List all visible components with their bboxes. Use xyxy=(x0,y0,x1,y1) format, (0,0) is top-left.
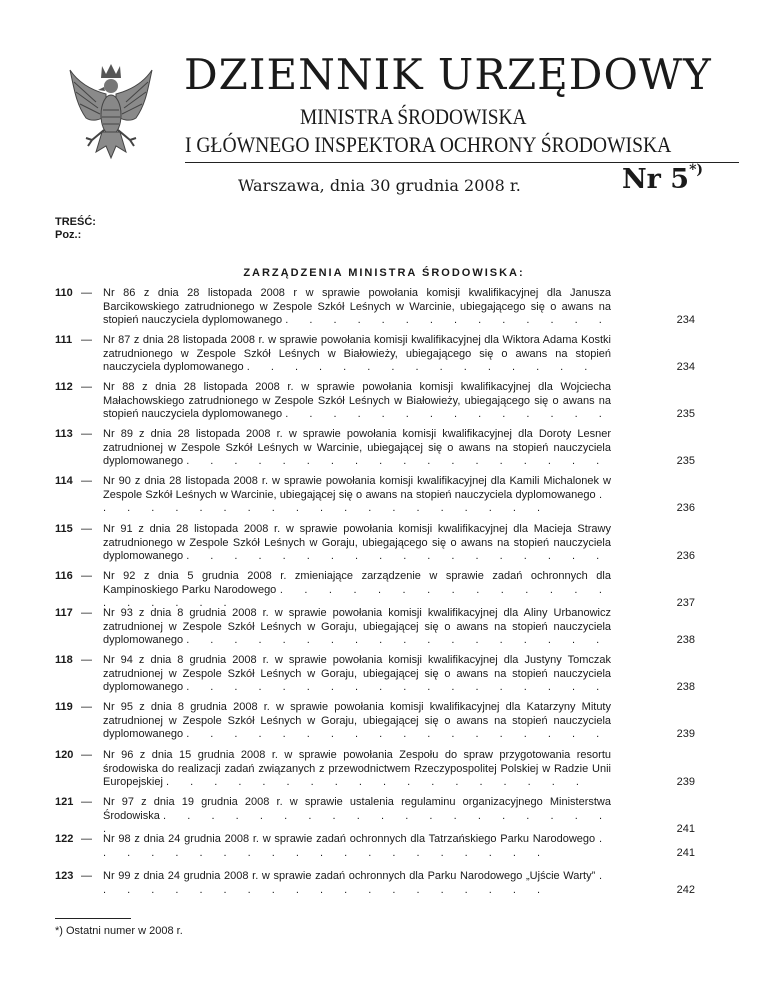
toc-entry-leader-dots: . . . . . . . . . . . . . . xyxy=(285,314,611,327)
toc-entry-page: 235 xyxy=(676,408,695,421)
toc-entry-leader-dots: . . . . . . . . . . . . . . . . . . . . xyxy=(103,870,611,896)
toc-entry-page: 239 xyxy=(676,776,695,789)
toc-entry xyxy=(55,654,715,695)
toc-entry-leader-dots: . . . . . . . . . . . . . . . . . . . . xyxy=(103,833,611,859)
toc-entry-text: Nr 86 z dnia 28 listopada 2008 r w sprawie powołania komisji kwalifikacyjnej dla Janusza Barcikowskiego zatrudnionego w Zespole Szkół Leśnych w Warcinie, ubiegającego się o awans na stopień nauczyciela dyplomowanego xyxy=(103,287,611,327)
publication-subtitle-line1: MINISTRA ŚRODOWISKA xyxy=(300,104,527,129)
toc-entry xyxy=(55,796,715,837)
toc-entry-leader-dots: . . . . . . . . . . . . . . . . . . xyxy=(165,776,588,789)
footnote: *) Ostatni numer w 2008 r. xyxy=(55,925,183,937)
toc-entry xyxy=(55,428,715,469)
position-label: Poz.: xyxy=(55,229,82,241)
toc-entry-leader-dots: . . . . . . . . . . . . . . . . . . . . xyxy=(103,488,611,515)
publication-subtitle-line2: I GŁÓWNEGO INSPEKTORA OCHRONY ŚRODOWISKA xyxy=(185,132,672,157)
toc-entry xyxy=(55,287,715,328)
toc-entry xyxy=(55,607,715,648)
toc-entry-leader-dots: . . . . . . . . . . . . . . . . . . xyxy=(186,455,609,468)
toc-entry xyxy=(55,334,715,375)
toc-entry-text-block xyxy=(103,870,611,897)
toc-entry-position: 120 xyxy=(55,749,74,761)
toc-entry-dash: — xyxy=(81,796,92,808)
toc-entry-dash: — xyxy=(81,607,92,619)
toc-entry-dash: — xyxy=(81,381,92,393)
toc-entry-position: 123 xyxy=(55,870,74,882)
toc-entry-text: Nr 94 z dnia 8 grudnia 2008 r. w sprawie powołania komisji kwalifikacyjnej dla Justyny Tomczak zatrudnionej w Zespole Szkół Leśnych w Goraju, ubiegającej się o awans na stopień nauczyciela dyplomowanego xyxy=(103,654,611,694)
toc-entry-page: 241 xyxy=(676,823,695,836)
toc-entry-text: Nr 95 z dnia 8 grudnia 2008 r. w sprawie powołania komisji kwalifikacyjnej dla Katarzyny Mituty zatrudnionej w Zespole Szkół Leśnych w Goraju, ubiegającej się o awans na stopień nauczyciela dyplomowanego xyxy=(103,701,611,741)
toc-entry-position: 121 xyxy=(55,796,74,808)
toc-entry-text: Nr 88 z dnia 28 listopada 2008 r. w sprawie powołania komisji kwalifikacyjnej dla Wojciecha Małachowskiego zatrudnionego w Zespole Szkół Leśnych w Białowieży, ubiegającego się o awans na stopień nauczyciela dyplomowanego xyxy=(103,381,611,421)
toc-entry-position: 110 xyxy=(55,287,73,299)
toc-entry-position: 111 xyxy=(55,334,73,346)
toc-entry-text-block xyxy=(103,523,611,564)
toc-entry-page: 239 xyxy=(676,728,695,741)
toc-entry-leader-dots: . . . . . . . . . . . . . . . . . . . . xyxy=(103,583,611,610)
toc-entry-dash: — xyxy=(81,654,92,666)
toc-entry-position: 122 xyxy=(55,833,74,845)
toc-entry-page: 236 xyxy=(676,502,695,515)
issue-number-text: Nr 5 xyxy=(622,164,690,195)
toc-entry-page: 235 xyxy=(676,455,695,468)
toc-entry-text-block xyxy=(103,749,611,790)
toc-entry-text-block xyxy=(103,654,611,695)
toc-entry-page: 242 xyxy=(676,883,695,896)
polish-eagle-emblem xyxy=(66,60,156,170)
toc-entry-position: 119 xyxy=(55,701,73,713)
toc-entry-text: Nr 98 z dnia 24 grudnia 2008 r. w sprawie zadań ochronnych dla Tatrzańskiego Parku Narodowego xyxy=(103,833,596,845)
toc-entry-position: 112 xyxy=(55,381,73,393)
toc-entry xyxy=(55,701,715,742)
toc-entry-position: 118 xyxy=(55,654,73,666)
toc-entry-text-block xyxy=(103,570,611,611)
toc-entry-text: Nr 97 z dnia 19 grudnia 2008 r. w sprawie ustalenia regulaminu organizacyjnego Ministerstwa Środowiska xyxy=(103,796,611,822)
toc-entry xyxy=(55,570,715,611)
toc-entry-leader-dots: . . . . . . . . . . . . . . xyxy=(285,408,611,421)
toc-entry-position: 116 xyxy=(55,570,73,582)
toc-entry-text-block xyxy=(103,607,611,648)
toc-entry-leader-dots: . . . . . . . . . . . . . . . xyxy=(246,361,597,374)
toc-entry-text: Nr 89 z dnia 28 listopada 2008 r. w sprawie powołania komisji kwalifikacyjnej dla Doroty Lesner zatrudnionej w Zespole Szkół Leśnych w Warcinie, ubiegającej się o awans na stopień nauczyciela dyplomowanego xyxy=(103,428,611,468)
toc-entry-text-block xyxy=(103,334,611,375)
toc-entry-position: 115 xyxy=(55,523,73,535)
toc-entry-text: Nr 90 z dnia 28 listopada 2008 r. w sprawie powołania komisji kwalifikacyjnej dla Kamili Michalonek w Zespole Szkół Leśnych w Warcinie, ubiegającej się o awans na stopień nauczyciela dyplomowanego xyxy=(103,475,611,501)
toc-entry-leader-dots: . . . . . . . . . . . . . . . . . . . . xyxy=(103,809,612,836)
toc-entry-text-block xyxy=(103,475,611,516)
toc-entry-text: Nr 93 z dnia 8 grudnia 2008 r. w sprawie powołania komisji kwalifikacyjnej dla Aliny Urbanowicz zatrudnionej w Zespole Szkół Leśnych w Goraju, ubiegającej się o awans na stopień nauczyciela dyplomowanego xyxy=(103,607,611,647)
toc-entry-page: 238 xyxy=(676,681,695,694)
toc-entry xyxy=(55,870,715,897)
toc-entry-text: Nr 91 z dnia 28 listopada 2008 r. w sprawie powołania komisji kwalifikacyjnej dla Macieja Strawy zatrudnionego w Zespole Szkół Leśnych w Goraju, ubiegającego się o awans na stopień nauczyciela dyplomowanego xyxy=(103,523,611,563)
toc-entry-leader-dots: . . . . . . . . . . . . . . . . . . xyxy=(186,728,609,741)
toc-entry-dash: — xyxy=(81,870,92,882)
toc-entry-text-block xyxy=(103,381,611,422)
publication-title: DZIENNIK URZĘDOWY xyxy=(184,50,712,99)
toc-entry-text-block xyxy=(103,287,611,328)
toc-entry-dash: — xyxy=(81,475,92,487)
toc-entry-text: Nr 99 z dnia 24 grudnia 2008 r. w sprawie zadań ochronnych dla Parku Narodowego „Ujście Warty” xyxy=(103,870,596,882)
toc-entry-leader-dots: . . . . . . . . . . . . . . . . . . xyxy=(186,634,609,647)
toc-entry xyxy=(55,475,715,516)
toc-entry-dash: — xyxy=(81,701,92,713)
toc-entry-text: Nr 92 z dnia 5 grudnia 2008 r. zmieniające zarządzenie w sprawie zadań ochronnych dla Kampinoskiego Parku Narodowego xyxy=(103,570,611,596)
toc-entry-page: 241 xyxy=(676,846,695,859)
issue-number-footnote-mark: *) xyxy=(689,162,704,178)
toc-entry xyxy=(55,833,715,860)
toc-entry-dash: — xyxy=(81,428,92,440)
toc-entry xyxy=(55,523,715,564)
toc-entry-dash: — xyxy=(81,334,92,346)
toc-entry-leader-dots: . . . . . . . . . . . . . . . . . . xyxy=(186,681,609,694)
issue-number xyxy=(622,164,703,195)
toc-entry xyxy=(55,381,715,422)
toc-entry-page: 237 xyxy=(676,597,695,610)
toc-entry-page: 234 xyxy=(676,314,695,327)
toc-entry-position: 117 xyxy=(55,607,73,619)
toc-entry-text-block xyxy=(103,833,611,860)
toc-entry-page: 238 xyxy=(676,634,695,647)
section-title: ZARZĄDZENIA MINISTRA ŚRODOWISKA: xyxy=(243,267,525,279)
toc-entry-position: 113 xyxy=(55,428,73,440)
toc-entry-position: 114 xyxy=(55,475,73,487)
contents-label: TREŚĆ: xyxy=(55,216,96,228)
toc-entry-dash: — xyxy=(81,287,92,299)
toc-entry-dash: — xyxy=(81,749,92,761)
toc-entry-leader-dots: . . . . . . . . . . . . . . . . . . xyxy=(186,550,609,563)
contents-heading xyxy=(55,216,96,242)
toc-entry-text-block xyxy=(103,428,611,469)
toc-entry xyxy=(55,749,715,790)
footnote-rule xyxy=(55,918,131,919)
toc-entry-page: 236 xyxy=(676,550,695,563)
toc-entry-dash: — xyxy=(81,833,92,845)
header-rule xyxy=(185,162,739,163)
toc-entry-text-block xyxy=(103,796,611,837)
toc-entry-dash: — xyxy=(81,523,92,535)
issue-dateline: Warszawa, dnia 30 grudnia 2008 r. xyxy=(238,176,521,195)
toc-entry-page: 234 xyxy=(676,361,695,374)
toc-entry-text: Nr 87 z dnia 28 listopada 2008 r. w sprawie powołania komisji kwalifikacyjnej dla Wiktora Adama Kostki zatrudnionego w Zespole Szkół Leśnych w Białowieży, ubiegającego się o awans na stopień nauczyciela dyplomowanego xyxy=(103,334,611,374)
toc-entry-text-block xyxy=(103,701,611,742)
toc-entry-dash: — xyxy=(81,570,92,582)
toc-entry-text: Nr 96 z dnia 15 grudnia 2008 r. w sprawie powołania Zespołu do spraw przygotowania resortu środowiska do realizacji zadań związanych z przewodnictwem Rzeczypospolitej Polskiej w Radzie Unii Europejskiej xyxy=(103,749,611,789)
